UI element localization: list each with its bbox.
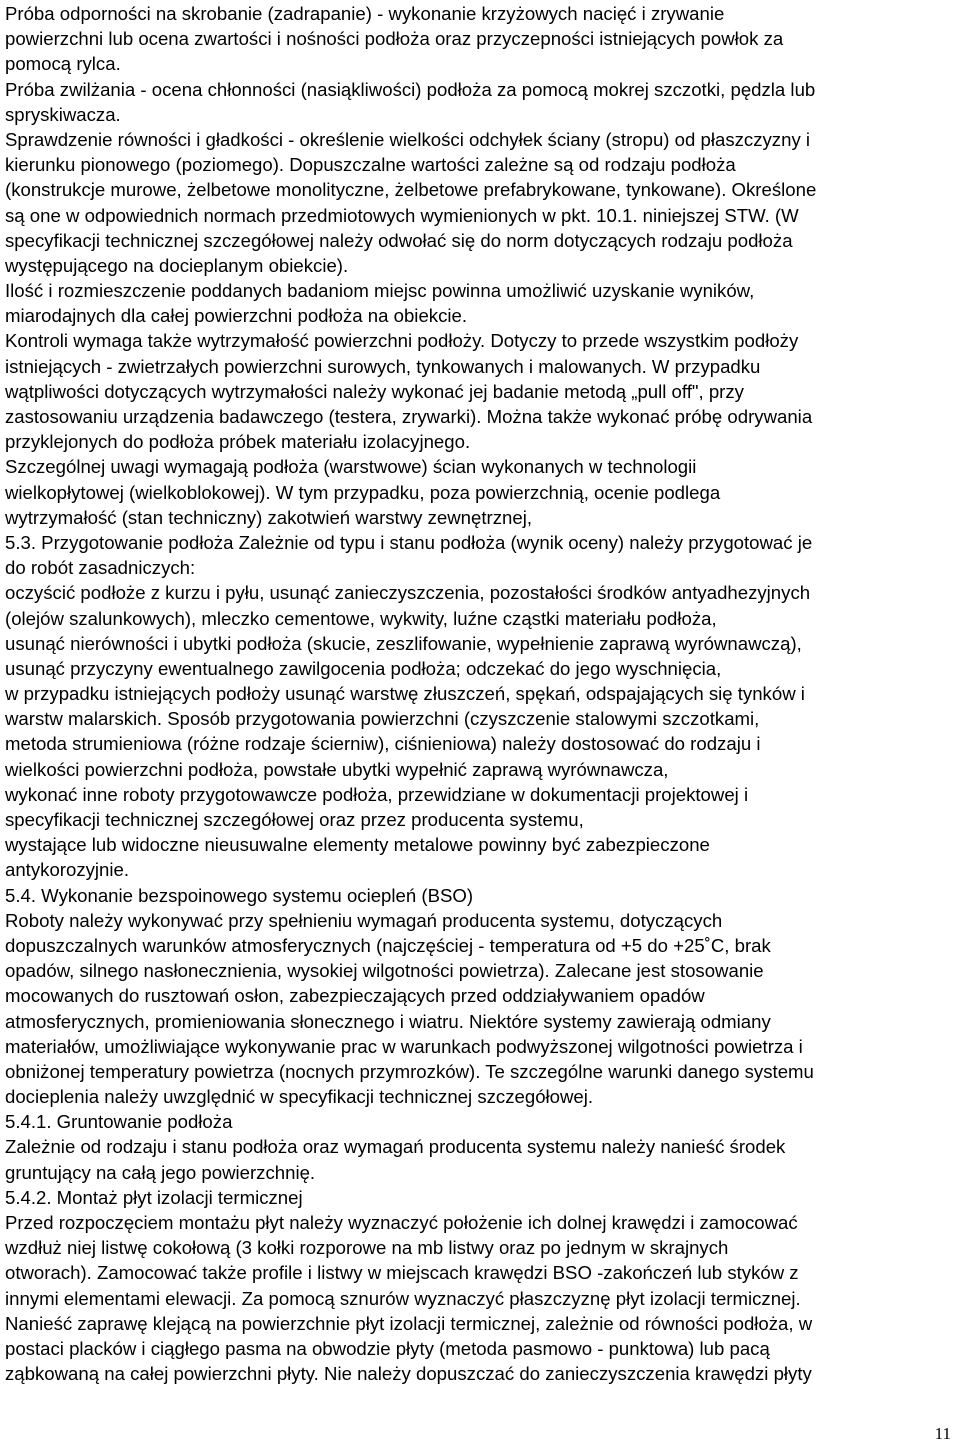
text-line: Próba zwilżania - ocena chłonności (nasiąkliwości) podłoża za pomocą mokrej szczotki, pędzla lub bbox=[5, 78, 816, 100]
text-line: metoda strumieniowa (różne rodzaje ścierniw), ciśnieniowa) należy dostosować do rodzaju i bbox=[5, 733, 761, 755]
text-line: usunąć nierówności i ubytki podłoża (skucie, zeszlifowanie, wypełnienie zaprawą wyrównawczą), bbox=[5, 632, 802, 654]
text-line: postaci placków i ciągłego pasma na obwodzie płyty (metoda pasmowo - punktowa) lub pacą bbox=[5, 1337, 770, 1359]
text-line: 5.3. Przygotowanie podłoża Zależnie od typu i stanu podłoża (wynik oceny) należy przygotować je bbox=[5, 531, 813, 553]
text-line: wystające lub widoczne nieusuwalne elementy metalowe powinny być zabezpieczone bbox=[5, 834, 710, 856]
text-line: powierzchni lub ocena zwartości i nośności podłoża oraz przyczepności istniejących powłok za bbox=[5, 28, 784, 50]
text-line: (konstrukcje murowe, żelbetowe monolityczne, żelbetowe prefabrykowane, tynkowane). Określone bbox=[5, 179, 817, 201]
text-line: wykonać inne roboty przygotowawcze podłoża, przewidziane w dokumentacji projektowej i bbox=[5, 783, 749, 805]
text-line: do robót zasadniczych: bbox=[5, 557, 196, 579]
text-line: mocowanych do rusztowań osłon, zabezpieczających przed oddziaływaniem opadów bbox=[5, 985, 705, 1007]
text-line: ząbkowaną na całej powierzchni płyty. Nie należy dopuszczać do zanieczyszczenia krawędzi płyty bbox=[5, 1363, 812, 1385]
text-line: wytrzymałość (stan techniczny) zakotwień warstwy zewnętrznej, bbox=[5, 506, 532, 528]
text-line: obniżonej temperatury powietrza (nocnych przymrozków). Te szczególne warunki danego systemu bbox=[5, 1060, 814, 1082]
text-line: otworach). Zamocować także profile i listwy w miejscach krawędzi BSO -zakończeń lub styków z bbox=[5, 1262, 799, 1284]
text-line: pomocą rylca. bbox=[5, 53, 121, 75]
text-line: Kontroli wymaga także wytrzymałość powierzchni podłoży. Dotyczy to przede wszystkim podłoży bbox=[5, 330, 799, 352]
text-line: są one w odpowiednich normach przedmiotowych wymienionych w pkt. 10.1. niniejszej STW. (W bbox=[5, 204, 799, 226]
text-line: opadów, silnego nasłonecznienia, wysokiej wilgotności powietrza). Zalecane jest stosowanie bbox=[5, 960, 764, 982]
text-line: 5.4. Wykonanie bezspoinowego systemu ociepleń (BSO) bbox=[5, 884, 474, 906]
text-line: Nanieść zaprawę klejącą na powierzchnie płyt izolacji termicznej, zależnie od równości podłoża, w bbox=[5, 1312, 813, 1334]
text-line: specyfikacji technicznej szczegółowej oraz przez producenta systemu, bbox=[5, 809, 584, 830]
text-line: wielkości powierzchni podłoża, powstałe ubytki wypełnić zaprawą wyrównawcza, bbox=[5, 758, 669, 780]
text-line: usunąć przyczyny ewentualnego zawilgocenia podłoża; odczekać do jego wyschnięcia, bbox=[5, 657, 722, 679]
text-line: miarodajnych dla całej powierzchni podłoża na obiekcie. bbox=[5, 305, 468, 327]
text-line: Sprawdzenie równości i gładkości - określenie wielkości odchyłek ściany (stropu) od płaszczyzny i bbox=[5, 128, 811, 150]
text-line: innymi elementami elewacji. Za pomocą sznurów wyznaczyć płaszczyznę płyt izolacji termicznej. bbox=[5, 1287, 801, 1309]
text-line: w przypadku istniejących podłoży usunąć warstwę złuszczeń, spękań, odspajających się tynków i bbox=[5, 683, 805, 705]
text-line: warstw malarskich. Sposób przygotowania powierzchni (czyszczenie stalowymi szczotkami, bbox=[5, 708, 760, 730]
text-line: docieplenia należy uwzględnić w specyfikacji technicznej szczegółowej. bbox=[5, 1086, 594, 1108]
text-line: atmosferycznych, promieniowania słonecznego i wiatru. Niektóre systemy zawierają odmiany bbox=[5, 1010, 771, 1032]
body-text bbox=[5, 1, 955, 1386]
text-line: spryskiwacza. bbox=[5, 103, 121, 125]
text-line: specyfikacji technicznej szczegółowej należy odwołać się do norm dotyczących rodzaju podłoża bbox=[5, 229, 793, 251]
text-line: Szczególnej uwagi wymagają podłoża (warstwowe) ścian wykonanych w technologii bbox=[5, 456, 697, 478]
text-line: Przed rozpoczęciem montażu płyt należy wyznaczyć położenie ich dolnej krawędzi i zamocować bbox=[5, 1212, 798, 1233]
text-line: dopuszczalnych warunków atmosferycznych (najczęściej - temperatura od +5 do +25˚C, brak bbox=[5, 934, 771, 956]
text-line: 5.4.1. Gruntowanie podłoża bbox=[5, 1111, 233, 1133]
text-line: Ilość i rozmieszczenie poddanych badaniom miejsc powinna umożliwić uzyskanie wyników, bbox=[5, 280, 755, 302]
text-line: kierunku pionowego (poziomego). Dopuszczalne wartości zależne są od rodzaju podłoża bbox=[5, 154, 736, 176]
text-line: antykorozyjnie. bbox=[5, 859, 130, 881]
text-line: materiałów, umożliwiające wykonywanie prac w warunkach podwyższonej wilgotności powietrza i bbox=[5, 1035, 803, 1057]
text-line: Roboty należy wykonywać przy spełnieniu wymagań producenta systemu, dotyczących bbox=[5, 909, 723, 931]
text-line: wielkopłytowej (wielkoblokowej). W tym przypadku, poza powierzchnią, ocenie podlega bbox=[5, 481, 721, 503]
text-line: oczyścić podłoże z kurzu i pyłu, usunąć zanieczyszczenia, pozostałości środków antyadhezyjnych bbox=[5, 582, 811, 604]
text-line: Zależnie od rodzaju i stanu podłoża oraz wymagań producenta systemu należy nanieść środek bbox=[5, 1136, 786, 1158]
text-line: istniejących - zwietrzałych powierzchni surowych, tynkowanych i malowanych. W przypadku bbox=[5, 355, 761, 377]
page-number: 11 bbox=[934, 1424, 951, 1443]
text-line: Próba odporności na skrobanie (zadrapanie) - wykonanie krzyżowych nacięć i zrywanie bbox=[5, 3, 725, 24]
text-line: zastosowaniu urządzenia badawczego (testera, zrywarki). Można także wykonać próbę odrywania bbox=[5, 406, 813, 427]
text-line: wzdłuż niej listwę cokołową (3 kołki rozporowe na mb listwy oraz po jednym w skrajnych bbox=[5, 1237, 729, 1259]
text-line: gruntujący na całą jego powierzchnię. bbox=[5, 1161, 316, 1183]
text-line: 5.4.2. Montaż płyt izolacji termicznej bbox=[5, 1186, 303, 1208]
text-line: przyklejonych do podłoża próbek materiału izolacyjnego. bbox=[5, 431, 471, 453]
text-line: wątpliwości dotyczących wytrzymałości należy wykonać jej badanie metodą „pull off", przy bbox=[5, 380, 744, 402]
text-line: występującego na docieplanym obiekcie). bbox=[5, 254, 349, 276]
text-line: (olejów szalunkowych), mleczko cementowe, wykwity, luźne cząstki materiału podłoża, bbox=[5, 607, 717, 629]
